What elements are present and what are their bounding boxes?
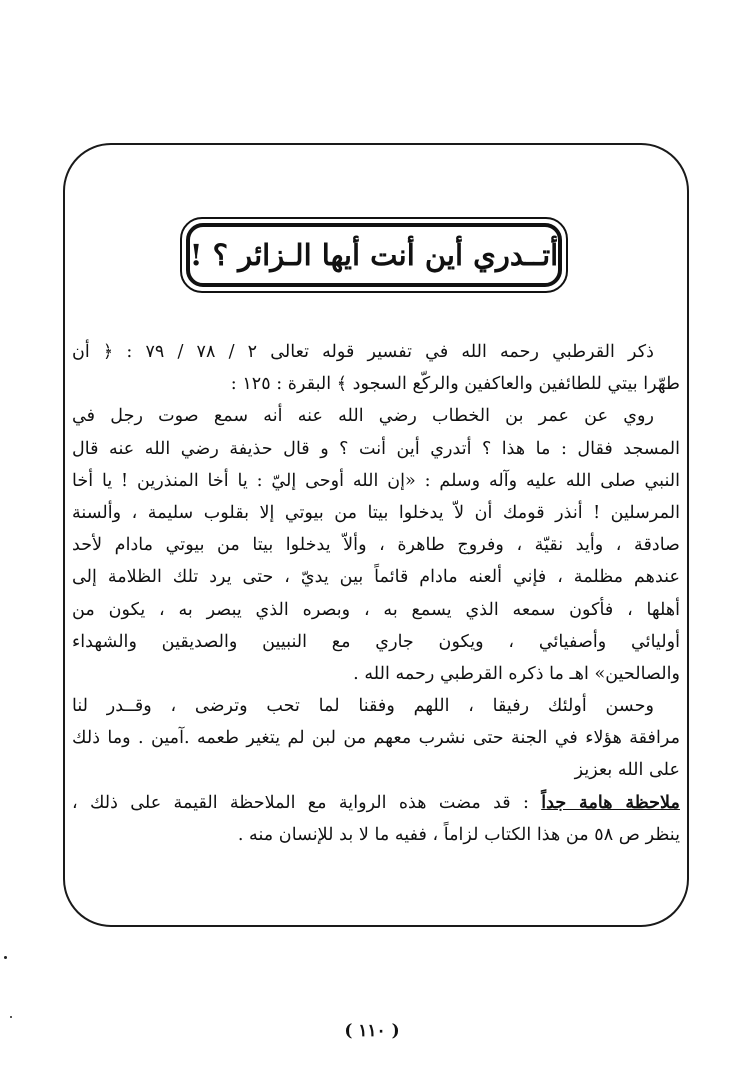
note-label: ملاحظة هامة جداً [541,791,680,813]
text-line: روي عن عمر بن الخطاب رضي الله عنه أنه سمع صوت رجل في [72,406,654,427]
text-line: طهّرا بيتي للطائفين والعاكفين والركّع السجود ﴾ البقرة : ١٢٥ : [230,374,680,395]
text-line: المسجد فقال : ما هذا ؟ أتدري أين أنت ؟ و قال حذيفة رضي الله عنه قال [72,438,680,459]
text-line: ذكر القرطبي رحمه الله في تفسير قوله تعالى ٢ / ٧٨ / ٧٩ : ﴿ أن [72,342,654,362]
text-line: أهلها ، فأكون سمعه الذي يسمع به ، وبصره الذي يبصر به ، يكون من [72,599,680,620]
body-text [72,336,680,851]
page-title: أتــدري أين أنت أيها الـزائر ؟ ! [189,238,559,272]
note-line: ينظر ص ٥٨ من هذا الكتاب لزاماً ، ففيه ما لا بد للإنسان منه . [237,824,680,845]
text-line: المرسلين ! أنذر قومك أن لاّ يدخلوا بيتا من بيوتي إلا بقلوب سليمة ، وألسنة [72,502,680,523]
title-inner-frame [186,223,562,287]
text-line: أوليائي وأصفيائي ، ويكون جاري مع النبيين والصديقين والشهداء [72,631,680,652]
scan-speck [4,956,7,959]
scan-speck [10,1016,12,1018]
note-text: : قد مضت هذه الرواية مع الملاحظة القيمة على ذلك ، [72,792,529,813]
text-line: صادقة ، وأيد نقيّة ، وفروج طاهرة ، وألاّ يدخلوا بيتا من بيوتي مادام لأحد [72,535,680,556]
text-line: النبي صلى الله عليه وآله وسلم : «إن الله أوحى إليّ : يا أخا المنذرين ! يا أخا [72,470,680,491]
text-line: والصالحين» اهـ ما ذكره القرطبي رحمه الله . [353,663,680,684]
text-line: مرافقة هؤلاء في الجنة حتى نشرب معهم من لبن لم يتغير طعمه .آمين . وما ذلك [72,728,680,749]
title-frame [180,217,568,293]
text-line: عندهم مظلمة ، فإني ألعنه مادام قائماً بين يديّ ، حتى يرد تلك الظلامة إلى [72,567,680,588]
page-number: ( ١١٠ ) [344,1021,400,1041]
text-line: وحسن أولئك رفيقا ، اللهم وفقنا لما تحب وترضى ، وقــدر لنا [72,696,654,717]
note-line [72,787,680,819]
text-line: على الله بعزيز [574,760,680,781]
